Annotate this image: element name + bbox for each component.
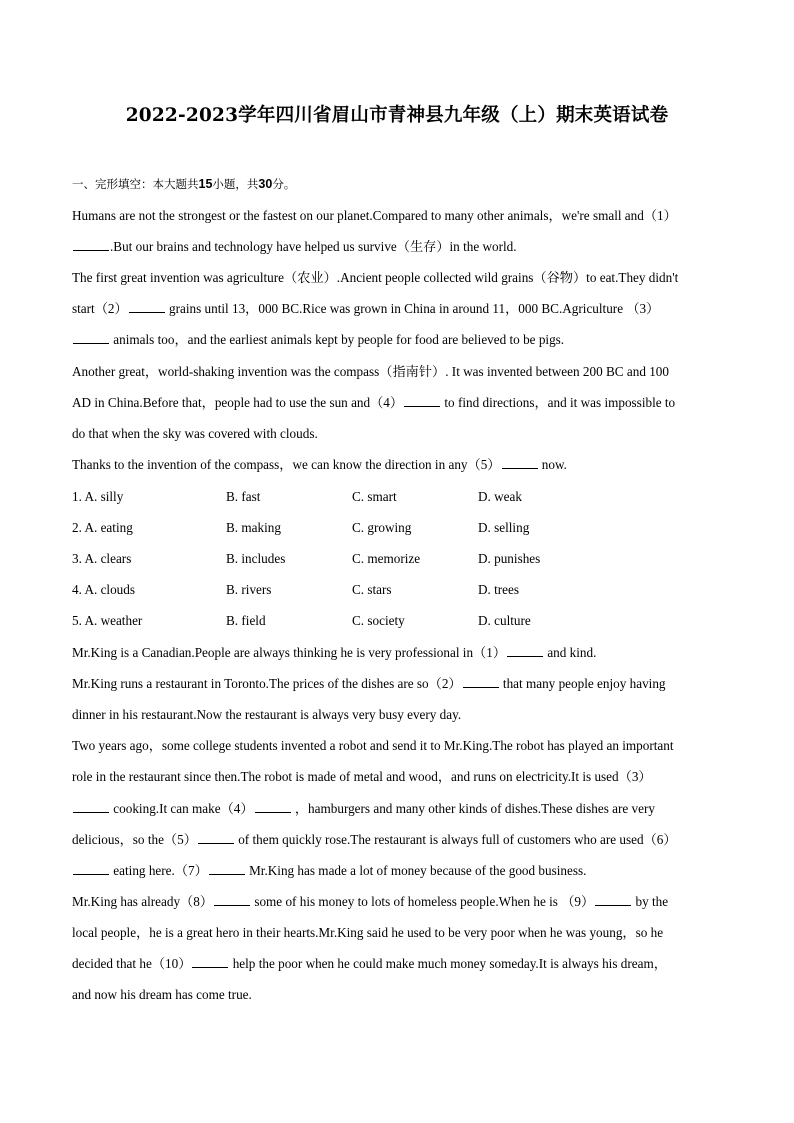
option-c[interactable]: C. stars [352, 582, 392, 598]
option-b[interactable]: B. fast [226, 489, 261, 504]
line-text: to find directions，and it was impossible to [441, 394, 676, 410]
option-a[interactable]: 1. A. silly [72, 489, 124, 504]
line-text: Mr.King has already（8） [72, 893, 214, 909]
option-c[interactable]: C. smart [352, 489, 397, 504]
option-d[interactable]: D. selling [478, 520, 530, 536]
line-text: role in the restaurant since then.The robot is made of metal and wood，and runs on electricity.It is used（3） [72, 769, 652, 785]
passage2-line [72, 832, 677, 848]
line-text: by the [632, 893, 669, 909]
line-text: eating here.（7） [110, 862, 208, 878]
passage1-line [72, 364, 669, 380]
line-text: some of his money to lots of homeless people.When he is （9） [251, 893, 595, 909]
answer-blank[interactable] [209, 863, 245, 875]
passage1-line [72, 208, 677, 224]
page-title: 2022-2023学年四川省眉山市青神县九年级（上）期末英语试卷 [125, 105, 669, 126]
passage1-line [72, 457, 567, 473]
answer-blank[interactable] [198, 832, 234, 844]
passage2-line [72, 645, 596, 661]
line-text: ，hamburgers and many other kinds of dishes.These dishes are very [291, 800, 655, 816]
line-text: animals too，and the earliest animals kept by people for food are believed to be pigs. [110, 332, 565, 348]
passage1-line [72, 239, 517, 255]
option-b[interactable]: B. rivers [226, 582, 272, 598]
line-text: AD in China.Before that，people had to use the sun and（4） [72, 394, 404, 410]
line-text: that many people enjoy having [499, 676, 666, 692]
line-text: and kind. [544, 645, 597, 660]
line-text: The first great invention was agriculture（农业）.Ancient people collected wild grains（谷物）to eat.They didn't [72, 270, 679, 286]
line-text: Another great，world-shaking invention was the compass（指南针）. It was invented between 200 BC and 100 [72, 363, 669, 379]
option-b[interactable]: B. includes [226, 551, 286, 567]
line-text: local people，he is a great hero in their hearts.Mr.King said he used to be very poor when he was young，so he [72, 924, 664, 940]
line-text: start（2） [72, 301, 128, 317]
passage2-line [72, 894, 668, 910]
line-text: of them quickly rose.The restaurant is always full of customers who are used（6） [234, 831, 677, 847]
passage2-line [72, 676, 666, 692]
answer-blank[interactable] [129, 301, 165, 313]
line-text: and now his dream has come true. [72, 987, 252, 1003]
passage2-line [72, 707, 461, 723]
line-text: Two years ago，some college students invented a robot and send it to Mr.King.The robot has played an important [72, 738, 674, 754]
answer-blank[interactable] [192, 956, 228, 968]
option-d[interactable]: D. culture [478, 613, 531, 629]
answer-blank[interactable] [255, 801, 291, 813]
option-a[interactable]: 5. A. weather [72, 613, 143, 629]
answer-blank[interactable] [507, 645, 543, 657]
answer-blank[interactable] [73, 332, 109, 344]
line-text: grains until 13，000 BC.Rice was grown in China in around 11，000 BC.Agriculture （3） [165, 301, 660, 317]
passage1-line [72, 270, 678, 286]
line-text: Mr.King has made a lot of money because of the good business. [245, 862, 587, 878]
passage2-line [72, 738, 674, 754]
line-text: dinner in his restaurant.Now the restaurant is always very busy every day. [72, 707, 462, 723]
answer-blank[interactable] [73, 239, 109, 251]
option-d[interactable]: D. punishes [478, 551, 541, 567]
passage1-line [72, 301, 659, 317]
answer-blank[interactable] [595, 894, 631, 906]
line-text: help the poor when he could make much money someday.It is always his dream， [229, 956, 667, 971]
option-c[interactable]: C. society [352, 613, 405, 629]
passage1-line [72, 426, 318, 442]
passage1-line [72, 395, 675, 411]
option-b[interactable]: B. field [226, 613, 266, 629]
passage2-line [72, 769, 652, 785]
answer-blank[interactable] [404, 395, 440, 407]
line-text: Mr.King is a Canadian.People are always thinking he is very professional in（1） [72, 645, 507, 660]
line-text: Mr.King runs a restaurant in Toronto.The prices of the dishes are so（2） [72, 676, 462, 692]
passage2-line [72, 956, 667, 972]
option-b[interactable]: B. making [226, 520, 281, 536]
answer-blank[interactable] [214, 894, 250, 906]
option-c[interactable]: C. growing [352, 520, 412, 536]
line-text: decided that he（10） [72, 956, 192, 971]
passage2-line [72, 863, 586, 879]
passage2-line [72, 987, 252, 1003]
option-a[interactable]: 4. A. clouds [72, 582, 136, 598]
line-text: now. [538, 456, 567, 472]
option-c[interactable]: C. memorize [352, 551, 421, 567]
option-a[interactable]: 2. A. eating [72, 520, 133, 536]
line-text: Humans are not the strongest or the fastest on our planet.Compared to many other animals，we're small and（1） [72, 208, 677, 223]
option-d[interactable]: D. trees [478, 582, 520, 598]
line-text: do that when the sky was covered with clouds. [72, 425, 318, 441]
line-text: .But our brains and technology have helped us survive（生存）in the world. [110, 239, 517, 255]
answer-blank[interactable] [502, 457, 538, 469]
option-d[interactable]: D. weak [478, 489, 522, 504]
answer-blank[interactable] [73, 801, 109, 813]
answer-blank[interactable] [73, 863, 109, 875]
option-a[interactable]: 3. A. clears [72, 551, 132, 567]
line-text: cooking.It can make（4） [110, 800, 254, 816]
section-heading: 一、完形填空：本大题共15小题，共30分。 [72, 177, 296, 191]
line-text: Thanks to the invention of the compass，we can know the direction in any（5） [72, 456, 501, 472]
line-text: delicious，so the（5） [72, 831, 197, 847]
passage2-line [72, 925, 663, 941]
passage1-line [72, 332, 564, 348]
answer-blank[interactable] [463, 676, 499, 688]
passage2-line [72, 801, 655, 817]
